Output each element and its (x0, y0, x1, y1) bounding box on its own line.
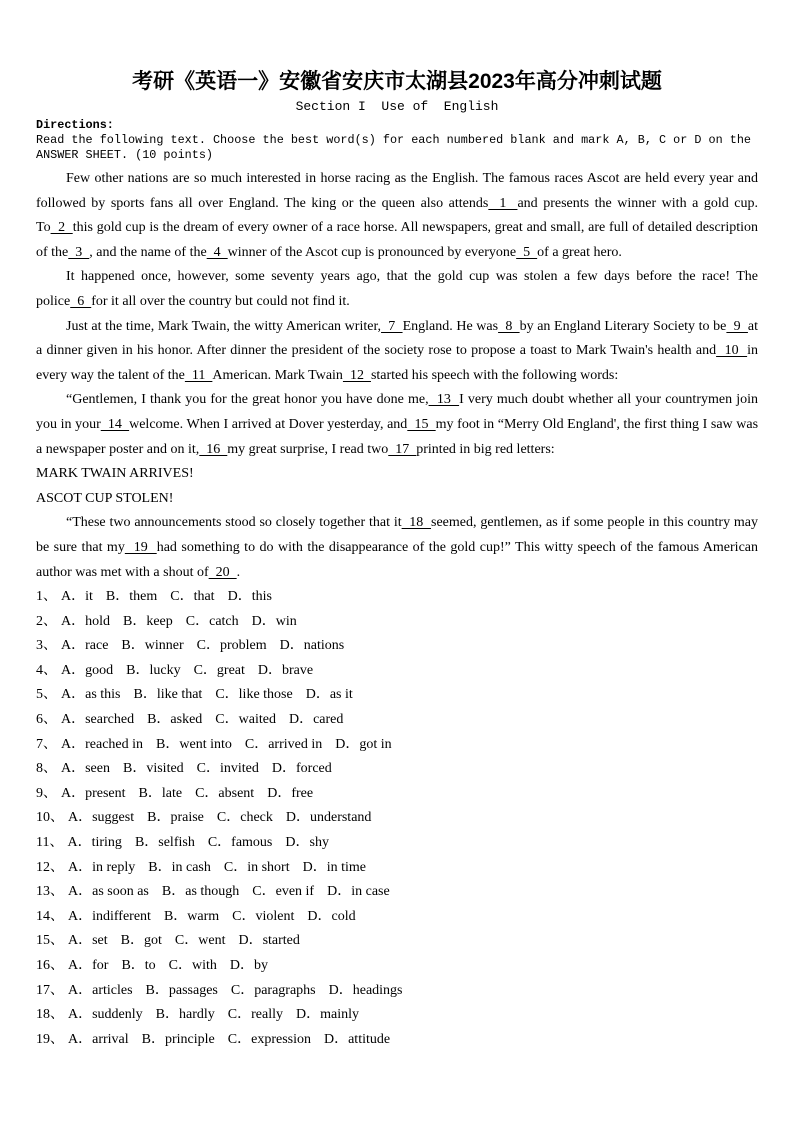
option-c: C．with (168, 958, 217, 973)
option-d: D．forced (271, 761, 332, 777)
option-b: B．praise (147, 810, 204, 826)
question-number: 4、 (36, 662, 57, 678)
blank-4: 4 (206, 244, 228, 260)
option-a: A．tiring (67, 835, 122, 851)
option-d: D．brave (257, 662, 314, 678)
blank-16: 16 (199, 441, 228, 457)
option-d: D．headings (328, 982, 403, 998)
question-number: 7、 (36, 736, 57, 752)
question-row-7 (36, 733, 758, 758)
option-c: C．famous (207, 835, 273, 851)
question-row-15 (36, 929, 758, 954)
option-b: B．selfish (134, 835, 195, 851)
option-a: A．suddenly (68, 1007, 143, 1023)
option-a: A．arrival (68, 1031, 129, 1047)
passage-paragraph: ASCOT CUP STOLEN! (36, 490, 174, 506)
option-a: A．good (61, 662, 114, 678)
option-b: B．went into (156, 736, 232, 752)
option-c: C．absent (195, 785, 255, 801)
question-row-17 (36, 979, 758, 1004)
question-number: 5、 (36, 687, 57, 703)
question-row-2 (36, 610, 758, 635)
option-a: A．searched (61, 712, 135, 728)
option-d: D．in time (302, 859, 366, 875)
question-number: 6、 (36, 712, 57, 728)
option-a: A．set (68, 933, 108, 949)
option-c: C．really (227, 1007, 283, 1023)
blank-20: 20 (208, 564, 237, 580)
option-c: C．that (170, 589, 215, 605)
option-d: D．attitude (323, 1031, 391, 1047)
blank-12: 12 (342, 367, 371, 383)
question-number: 16、 (36, 958, 64, 973)
option-a: A．it (61, 589, 93, 605)
question-row-10 (36, 806, 758, 831)
option-c: C．violent (232, 908, 295, 924)
option-d: D．understand (285, 810, 372, 826)
option-d: D．by (229, 958, 269, 973)
question-row-12 (36, 856, 758, 881)
passage-paragraph: Just at the time, Mark Twain, the witty American writer, 7 England. He was 8 by an England Literary Society to be 9 at a dinner given in his honor. After dinner the president of the society rose to propose a toast to Mark Twain's health and 10 in every way the talent of the 11 American. Mark Twain 12 started his speech with the following words: (36, 318, 759, 383)
blank-11: 11 (184, 367, 213, 383)
question-number: 13、 (36, 884, 64, 900)
option-c: C．waited (215, 712, 276, 728)
option-c: C．like those (215, 687, 293, 703)
option-c: C．catch (185, 613, 239, 629)
question-row-11 (36, 831, 758, 856)
question-row-5 (36, 683, 758, 708)
blank-19: 19 (124, 539, 157, 555)
option-d: D．cold (307, 908, 356, 924)
passage-paragraph: “These two announcements stood so closely together that it 18 seemed, gentlemen, as if some people in this country may be sure that my 19 had something to do with the disappearance of the gold cup!” This witty speech of the famous American author was met with a shout of 20 . (36, 515, 759, 580)
question-row-19 (36, 1028, 758, 1053)
blank-7: 7 (381, 318, 403, 334)
passage-paragraph: Few other nations are so much interested in horse racing as the English. The famous races Ascot are held every year and followed by sports fans all over England. The king or the queen also attends 1 and presents the winner with a gold cup. To 2 this gold cup is the dream of every owner of a race horse. All newspapers, great and small, are full of detailed description of the 3 , and the name of the 4 winner of the Ascot cup is pronounced by everyone 5 of a great hero. (36, 171, 758, 260)
option-d: D．win (251, 613, 297, 629)
option-d: D．as it (305, 687, 353, 703)
directions-label: Directions: (36, 118, 114, 132)
option-d: D．in case (327, 884, 390, 900)
section-heading: Section I Use of English (295, 99, 499, 114)
question-row-13 (36, 880, 758, 905)
option-a: A．as soon as (68, 884, 149, 900)
option-a: A．in reply (68, 859, 136, 875)
option-c: C．arrived in (244, 736, 323, 752)
passage-paragraph: MARK TWAIN ARRIVES! (36, 466, 194, 482)
option-d: D．mainly (296, 1007, 359, 1023)
option-d: D．free (267, 785, 314, 801)
blank-18: 18 (401, 515, 432, 531)
option-b: B．principle (141, 1031, 215, 1047)
option-b: B．asked (147, 712, 203, 728)
question-number: 9、 (36, 785, 57, 801)
blank-6: 6 (70, 293, 92, 309)
option-a: A．articles (68, 982, 133, 998)
blank-17: 17 (388, 441, 417, 457)
question-number: 10、 (36, 810, 64, 826)
option-b: B．keep (123, 613, 173, 629)
question-number: 15、 (36, 933, 64, 949)
option-d: D．got in (335, 736, 392, 752)
option-b: B．winner (121, 638, 184, 654)
option-a: A．indifferent (68, 908, 151, 924)
question-row-6 (36, 708, 758, 733)
option-b: B．in cash (148, 859, 211, 875)
option-b: B．them (105, 589, 158, 605)
question-number: 1、 (36, 589, 57, 605)
option-b: B．as though (161, 884, 240, 900)
option-c: C．check (216, 810, 273, 826)
question-number: 3、 (36, 638, 57, 654)
question-number: 17、 (36, 982, 64, 998)
option-a: A．race (61, 638, 109, 654)
blank-8: 8 (498, 318, 520, 334)
blank-3: 3 (68, 244, 90, 260)
option-a: A．suggest (68, 810, 135, 826)
question-number: 14、 (36, 908, 64, 924)
option-d: D．nations (279, 638, 345, 654)
option-b: B．to (121, 958, 156, 973)
question-list (36, 585, 758, 1052)
page-title: 考研《英语一》安徽省安庆市太湖县2023年高分冲刺试题 (132, 70, 662, 93)
directions-text: Read the following text. Choose the best word(s) for each numbered blank and mark A, B, C or D on the ANSWER SHEET. (10 points) (36, 133, 759, 162)
option-b: B．passages (145, 982, 218, 998)
blank-5: 5 (516, 244, 538, 260)
option-c: C．went (174, 933, 226, 949)
option-a: A．reached in (61, 736, 144, 752)
option-a: A．present (61, 785, 126, 801)
option-b: B．lucky (126, 662, 181, 678)
option-d: D．started (238, 933, 300, 949)
option-c: C．problem (196, 638, 267, 654)
option-b: B．late (138, 785, 183, 801)
option-d: D．this (227, 589, 272, 605)
question-row-9 (36, 782, 758, 807)
question-row-1 (36, 585, 758, 610)
blank-10: 10 (716, 343, 748, 359)
question-number: 12、 (36, 859, 64, 875)
option-b: B．got (120, 933, 162, 949)
option-c: C．expression (227, 1031, 311, 1047)
passage-paragraph: It happened once, however, some seventy years ago, that the gold cup was stolen a few days before the race! The police 6 for it all over the country but could not find it. (36, 269, 758, 309)
blank-1: 1 (488, 195, 518, 211)
option-d: D．cared (288, 712, 344, 728)
option-c: C．even if (252, 884, 315, 900)
option-c: C．great (193, 662, 245, 678)
option-c: C．invited (196, 761, 259, 777)
option-c: C．paragraphs (230, 982, 316, 998)
blank-2: 2 (50, 220, 73, 236)
question-number: 18、 (36, 1007, 64, 1023)
option-b: B．like that (133, 687, 203, 703)
blank-9: 9 (726, 318, 748, 334)
question-number: 11、 (36, 835, 64, 851)
question-number: 19、 (36, 1031, 64, 1047)
option-a: A．hold (61, 613, 110, 629)
option-b: B．hardly (155, 1007, 215, 1023)
blank-13: 13 (428, 392, 460, 408)
question-row-3 (36, 634, 758, 659)
question-number: 2、 (36, 613, 57, 629)
option-a: A．seen (61, 761, 110, 777)
directions-block (36, 118, 758, 163)
option-a: A．as this (61, 687, 121, 703)
question-row-18 (36, 1003, 758, 1028)
option-a: A．for (68, 958, 109, 973)
option-d: D．shy (285, 835, 329, 851)
question-row-8 (36, 757, 758, 782)
option-b: B．warm (163, 908, 220, 924)
blank-15: 15 (407, 416, 436, 432)
blank-14: 14 (100, 416, 130, 432)
passage-paragraph: “Gentlemen, I thank you for the great honor you have done me, 13 I very much doubt whether all your countrymen join you in your 14 welcome. When I arrived at Dover yesterday, and 15 my foot in “Merry Old England', the first thing I saw was a newspaper poster and on it, 16 my great surprise, I read two 17 printed in big red letters: (36, 392, 759, 457)
question-number: 8、 (36, 761, 57, 777)
passage (36, 167, 758, 585)
question-row-4 (36, 659, 758, 684)
question-row-14 (36, 905, 758, 930)
option-b: B．visited (123, 761, 184, 777)
option-c: C．in short (223, 859, 290, 875)
question-row-16 (36, 954, 758, 979)
